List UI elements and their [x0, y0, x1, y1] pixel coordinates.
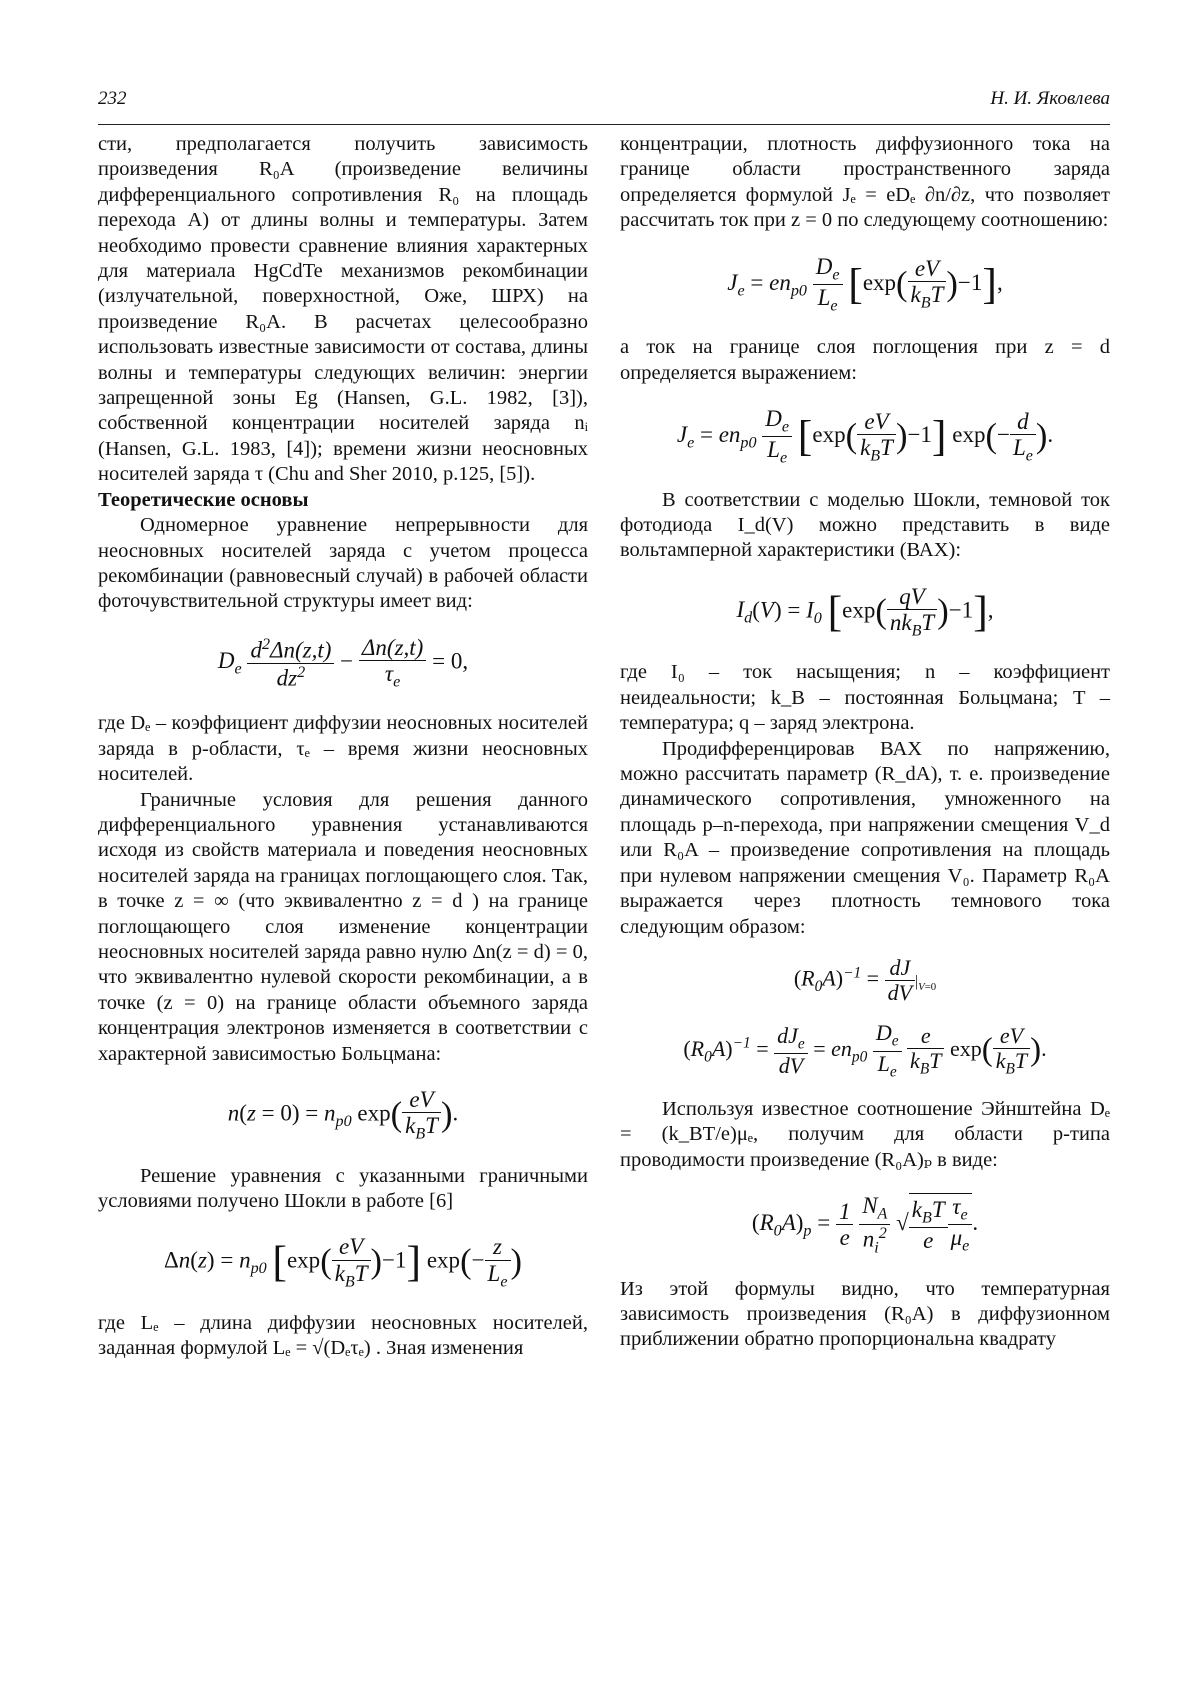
r0a-derivative-equation: (R0A)−1 = dJ dV |V=0: [620, 956, 1110, 1005]
left-paragraph-6: где Lₑ – длина диффузии неосновных носителей, заданная формулой Lₑ = √(Dₑτₑ) . Зная изменения: [98, 1311, 588, 1362]
right-paragraph-4: где I₀ – ток насыщения; n – коэффициент неидеальности; k_B – постоянная Больцмана; T – температура; q – заряд электрона.: [620, 660, 1110, 736]
left-column: [98, 132, 588, 1362]
left-paragraph-3: где Dₑ – коэффициент диффузии неосновных носителей заряда в p-области, τₑ – время жизни неосновных носителей.: [98, 711, 588, 787]
left-paragraph-4: Граничные условия для решения данного дифференциального уравнения устанавливаются исходя из свойств материала и поведения неосновных носителей заряда на границах поглощающего слоя. Так, в точке z = ∞ (что эквивалентно z = d ) на границе поглощающего слоя изменение концентрации неосновных носителей заряда равно нулю Δn(z = d) = 0, что эквивалентно нулевой скорости рекомбинации, а в точке (z = 0) на границе области объемного заряда концентрация электронов изменяется в соответствии с характерной зависимостью Больцмана:: [98, 788, 588, 1067]
right-paragraph-6: Используя известное соотношение Эйнштейна Dₑ = (k_BT/e)μₑ, получим для области p-типа проводимости произведение (R₀A)ₚ в виде:: [620, 1097, 1110, 1173]
r0a-p-type-equation: (R0A)p = 1 e NA ni2 √ kBT e τe μe .: [620, 1193, 1110, 1256]
r0a-expanded-equation: (R0A)−1 = dJe dV = enp0 De Le e kBT exp( eV kBT ).: [620, 1021, 1110, 1081]
current-density-zd-equation: Je = enp0 De Le [exp( eV kBT )−1] exp(− d Le ).: [620, 406, 1110, 468]
left-paragraph-5: Решение уравнения с указанными граничными условиями получено Шокли в работе [6]: [98, 1164, 588, 1215]
section-heading: Теоретические основы: [98, 488, 588, 513]
right-column: [620, 132, 1110, 1353]
right-paragraph-2: а ток на границе слоя поглощения при z = d определяется выражением:: [620, 335, 1110, 386]
running-author: Н. И. Яковлева: [990, 88, 1110, 110]
current-density-z0-equation: Je = enp0 De Le [exp( eV kBT )−1],: [620, 254, 1110, 316]
right-paragraph-7: Из этой формулы видно, что температурная зависимость произведения (R₀A) в диффузионном приближении обратно пропорциональна квадрату: [620, 1277, 1110, 1353]
right-paragraph-1: концентрации, плотность диффузионного тока на границе области пространственного заряда определяется формулой Jₑ = eDₑ ∂n/∂z, что позволяет рассчитать ток при z = 0 по следующему соотношению:: [620, 132, 1110, 234]
right-paragraph-3: В соответствии с моделью Шокли, темновой ток фотодиода I_d(V) можно представить в виде вольтамперной характеристики (ВАХ):: [620, 488, 1110, 564]
running-header: [98, 88, 1110, 116]
continuity-equation: De d2Δn(z,t) dz2 − Δn(z,t) τe = 0,: [98, 635, 588, 692]
iv-characteristic-equation: Id(V) = I0 [exp( qV nkBT )−1],: [620, 584, 1110, 641]
header-rule: [98, 124, 1110, 125]
shockley-solution-equation: Δn(z) = np0 [exp( eV kBT )−1] exp(− z Le ): [98, 1234, 588, 1291]
right-paragraph-5: Продифференцировав ВАХ по напряжению, можно рассчитать параметр (R_dA), т. е. произведение динамического сопротивления, умноженного на площадь p–n-перехода, при напряжении смещения V_d или R₀A – произведение сопротивления на площадь при нулевом напряжении смещения V₀. Параметр R₀A выражается через плотность темнового тока следующим образом:: [620, 737, 1110, 940]
page-number: 232: [98, 88, 127, 110]
boltzmann-equation: n(z = 0) = np0 exp( eV kBT ).: [98, 1087, 588, 1144]
left-paragraph-2: Одномерное уравнение непрерывности для неосновных носителей заряда с учетом процесса рекомбинации (равновесный случай) в рабочей области фоточувствительной структуры имеет вид:: [98, 513, 588, 615]
left-paragraph-1: сти, предполагается получить зависимость произведения R₀A (произведение величины дифференциального сопротивления R₀ на площадь перехода A) от длины волны и температуры. Затем необходимо провести сравнение влияния характерных для материала HgCdTe механизмов рекомбинации (излучательной, поверхностной, Оже, ШРХ) на произведение R₀A. В расчетах целесообразно использовать известные зависимости от состава, длины волны и температуры следующих величин: энергии запрещенной зоны Eg (Hansen, G.L. 1982, [3]), собственной концентрации носителей заряда nᵢ (Hansen, G.L. 1983, [4]); времени жизни неосновных носителей заряда τ (Chu and Sher 2010, p.125, [5]).: [98, 132, 588, 488]
